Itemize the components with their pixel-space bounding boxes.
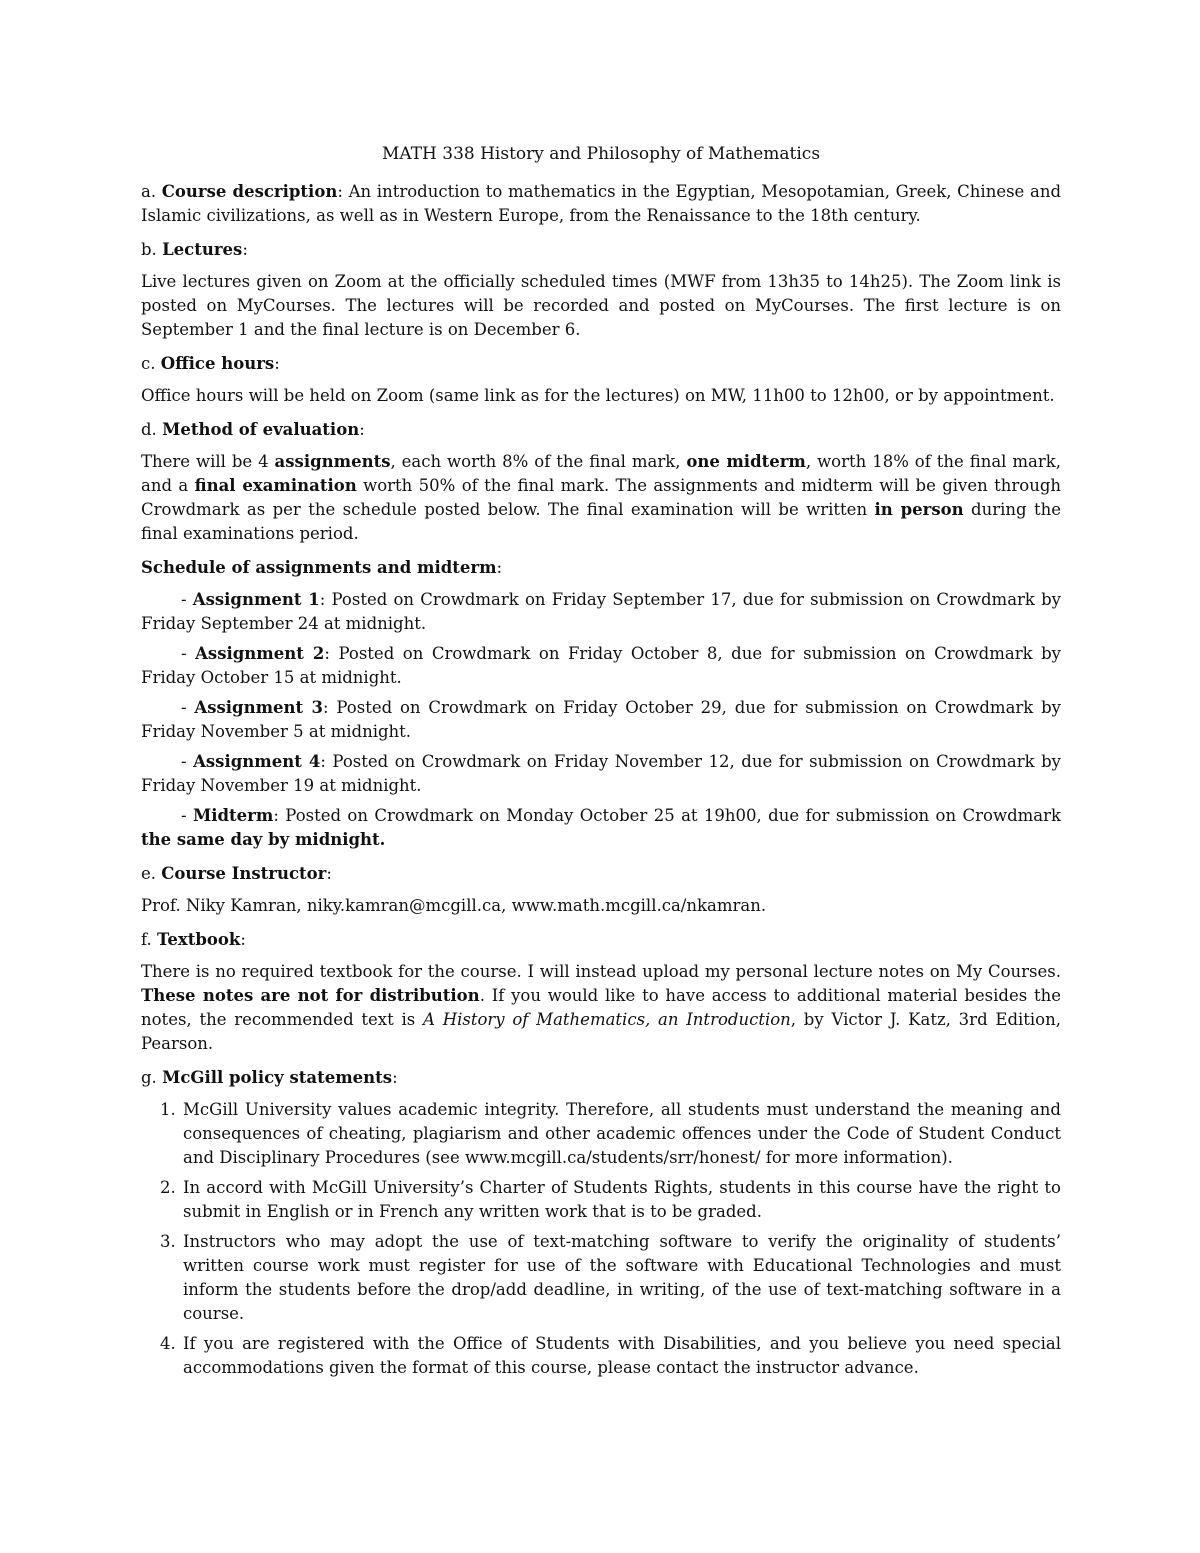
text-run: during the final examinations period.	[141, 500, 1062, 543]
section-prefix: a.	[141, 182, 162, 201]
bold-run: assignments	[274, 452, 391, 471]
dash: -	[181, 644, 196, 663]
text-run: There is no required textbook for the course. I will instead upload my personal lecture notes on My Courses.	[141, 962, 1061, 981]
policy-item: 2. In accord with McGill University’s Charter of Students Rights, students in this course have the right to submit in English or in French any written work that is to be graded.	[181, 1176, 1061, 1224]
heading-colon: :	[496, 558, 503, 577]
section-heading: Schedule of assignments and midterm	[141, 558, 497, 577]
policy-item: 1. McGill University values academic integrity. Therefore, all students must understand the meaning and consequences of cheating, plagiarism and other academic offences under the Code of Student Conduct and Disciplinary Procedures (see www.mcgill.ca/students/srr/honest/ for more information).	[181, 1098, 1061, 1170]
section-textbook-heading	[141, 928, 1061, 952]
schedule-item-label: Assignment 1	[192, 590, 320, 609]
policy-item: 4. If you are registered with the Office of Students with Disabilities, and you believe you need special accommodations given the format of this course, please contact the instructor advance.	[181, 1332, 1061, 1380]
office-hours-text: Office hours will be held on Zoom (same link as for the lectures) on MW, 11h00 to 12h00, or by appointment.	[141, 386, 1055, 405]
text-run: worth 50% of the final mark. The assignments and midterm will be given through Crowdmark as per the schedule posted below. The final examination will be written	[141, 476, 1062, 519]
book-title: A History of Mathematics, an Introduction	[423, 1010, 791, 1029]
document-content	[141, 142, 1061, 1386]
section-instructor-heading	[141, 862, 1061, 886]
schedule-item-assignment-1	[141, 588, 1061, 636]
heading-colon: :	[337, 182, 349, 201]
course-description-text: An introduction to mathematics in the Egyptian, Mesopotamian, Greek, Chinese and Islamic civilizations, as well as in Western Europe, from the Renaissance to the 18th century.	[141, 182, 1062, 225]
section-course-description	[141, 180, 1061, 228]
section-lectures-heading	[141, 238, 1061, 262]
schedule-item-label: Assignment 4	[193, 752, 321, 771]
section-prefix: d.	[141, 420, 163, 439]
section-policy-heading	[141, 1066, 1061, 1090]
section-prefix: c.	[141, 354, 161, 373]
schedule-item-assignment-4	[141, 750, 1061, 798]
text-run: , worth 18% of the final mark, and a	[141, 452, 1061, 495]
heading-colon: :	[392, 1068, 398, 1087]
schedule-item-text: : Posted on Crowdmark on Friday September 17, due for submission on Crowdmark by Friday September 24 at midnight.	[141, 590, 1062, 633]
schedule-heading	[141, 556, 1061, 580]
policy-list	[141, 1098, 1061, 1380]
section-prefix: e.	[141, 864, 162, 883]
schedule-item-assignment-2	[141, 642, 1061, 690]
schedule-item-text: : Posted on Crowdmark on Friday October 29, due for submission on Crowdmark by Friday November 5 at midnight.	[141, 698, 1061, 741]
dash: -	[181, 806, 193, 825]
schedule-item-text: : Posted on Crowdmark on Monday October 25 at 19h00, due for submission on Crowdmark	[273, 806, 1061, 825]
dash: -	[181, 590, 193, 609]
text-run: , by Victor J. Katz, 3rd Edition, Pearson.	[141, 1010, 1061, 1053]
bold-run: one midterm	[686, 452, 806, 471]
section-prefix: g.	[141, 1068, 163, 1087]
dash: -	[181, 752, 194, 771]
schedule-list	[141, 588, 1061, 852]
schedule-item-text: : Posted on Crowdmark on Friday October 8, due for submission on Crowdmark by Friday October 15 at midnight.	[141, 644, 1061, 687]
schedule-item-label: Assignment 2	[195, 644, 325, 663]
heading-colon: :	[242, 240, 248, 259]
schedule-item-tail: the same day by midnight.	[141, 830, 386, 849]
bold-run: in person	[874, 500, 964, 519]
section-evaluation-heading	[141, 418, 1061, 442]
section-heading: Textbook	[157, 930, 241, 949]
text-run: , each worth 8% of the final mark,	[390, 452, 687, 471]
schedule-item-label: Midterm	[192, 806, 274, 825]
section-heading: Lectures	[162, 240, 243, 259]
heading-colon: :	[359, 420, 365, 439]
heading-colon: :	[326, 864, 332, 883]
section-heading: McGill policy statements	[162, 1068, 393, 1087]
schedule-item-text: : Posted on Crowdmark on Friday November 12, due for submission on Crowdmark by Friday November 19 at midnight.	[141, 752, 1061, 795]
policy-item: 3. Instructors who may adopt the use of text-matching software to verify the originality of students’ written course work must register for use of the software with Educational Technologies and must inform the students before the drop/add deadline, in writing, of the use of text-matching software in a course.	[181, 1230, 1061, 1326]
schedule-item-label: Assignment 3	[194, 698, 323, 717]
section-heading: Course description	[161, 182, 338, 201]
heading-colon: :	[240, 930, 246, 949]
bold-run: final examination	[194, 476, 357, 495]
textbook-text	[141, 960, 1061, 1056]
section-prefix: f.	[141, 930, 158, 949]
evaluation-text	[141, 450, 1061, 546]
section-heading: Method of evaluation	[162, 420, 360, 439]
text-run: There will be 4	[141, 452, 275, 471]
schedule-item-assignment-3	[141, 696, 1061, 744]
text-run: . If you would like to have access to additional material besides the notes, the recommended text is	[141, 986, 1061, 1029]
dash: -	[181, 698, 195, 717]
instructor-text: Prof. Niky Kamran, niky.kamran@mcgill.ca, www.math.mcgill.ca/nkamran.	[141, 896, 767, 915]
bold-run: These notes are not for distribution	[141, 986, 480, 1005]
section-heading: Course Instructor	[161, 864, 327, 883]
section-office-hours-heading	[141, 352, 1061, 376]
section-prefix: b.	[141, 240, 163, 259]
page-title: MATH 338 History and Philosophy of Mathematics	[381, 144, 821, 164]
schedule-item-midterm	[141, 804, 1061, 852]
heading-colon: :	[274, 354, 280, 373]
section-heading: Office hours	[160, 354, 275, 373]
lectures-text: Live lectures given on Zoom at the officially scheduled times (MWF from 13h35 to 14h25). The Zoom link is posted on MyCourses. The lectures will be recorded and posted on MyCourses. The first lecture is on September 1 and the final lecture is on December 6.	[141, 272, 1061, 339]
